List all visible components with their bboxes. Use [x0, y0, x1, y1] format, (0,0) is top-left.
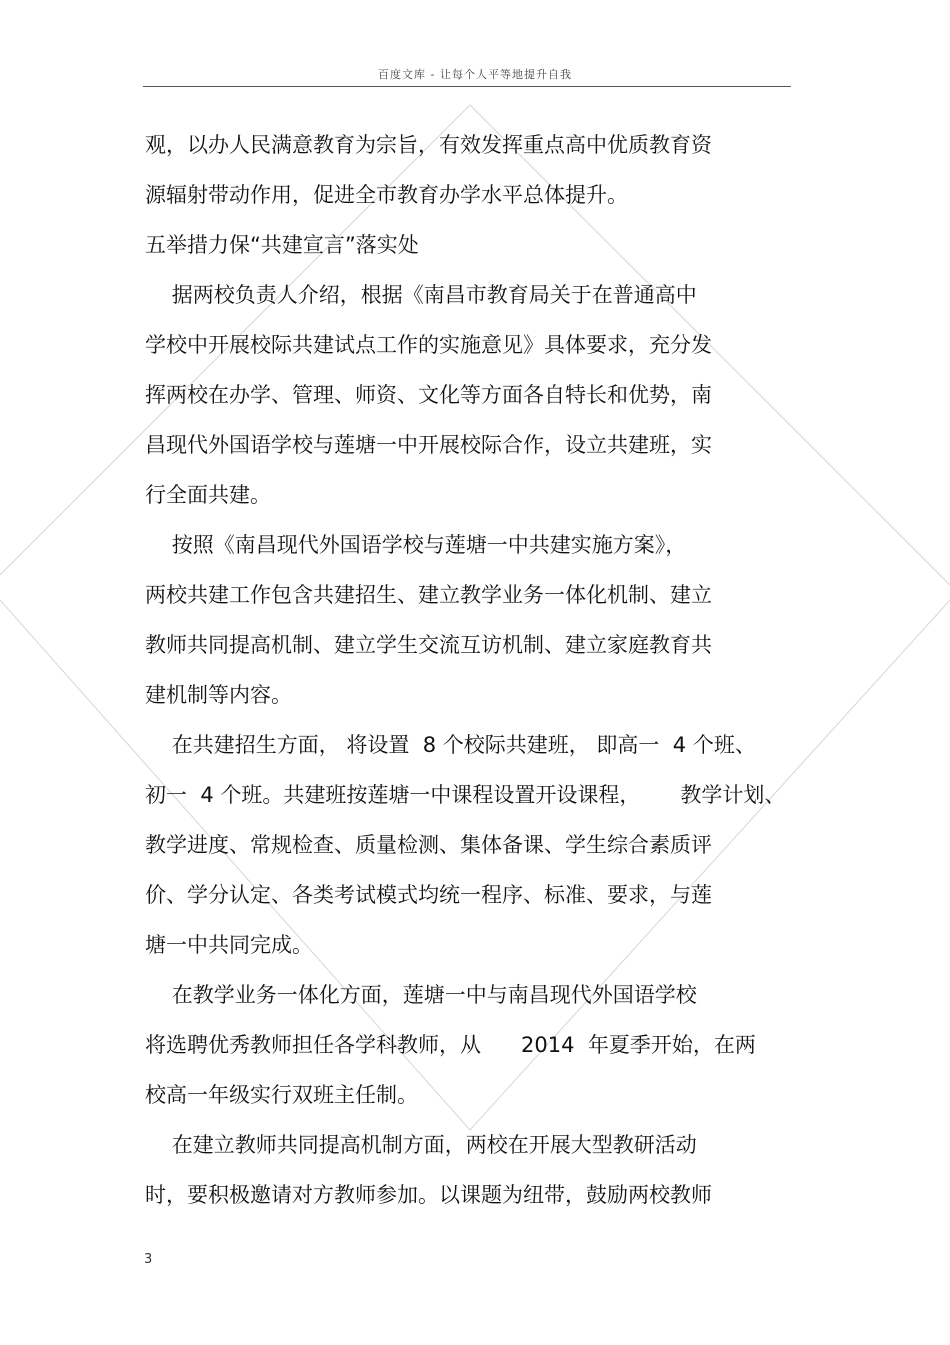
header-divider [143, 86, 791, 87]
text-line: 两校共建工作包含共建招生、建立教学业务一体化机制、建立 [145, 583, 712, 607]
text-line: 价、学分认定、各类考试模式均统一程序、标准、要求，与莲 [145, 883, 712, 907]
text-line: 在建立教师共同提高机制方面，两校在开展大型教研活动 [145, 1133, 697, 1157]
text-line: 时，要积极邀请对方教师参加。以课题为纽带，鼓励两校教师 [145, 1183, 712, 1207]
text-line: 在教学业务一体化方面，莲塘一中与南昌现代外国语学校 [145, 983, 697, 1007]
page-number: 3 [144, 1252, 153, 1267]
text-line: 教师共同提高机制、建立学生交流互访机制、建立家庭教育共 [145, 633, 712, 657]
text-line: 塘一中共同完成。 [145, 933, 313, 957]
text-line: 源辐射带动作用，促进全市教育办学水平总体提升。 [145, 183, 628, 207]
text-line: 挥两校在办学、管理、师资、文化等方面各自特长和优势，南 [145, 383, 712, 407]
text-line: 行全面共建。 [145, 483, 271, 507]
section-heading: 五举措力保“共建宣言”落实处 [145, 233, 419, 257]
text-line: 观，以办人民满意教育为宗旨，有效发挥重点高中优质教育资 [145, 133, 712, 157]
page-header: 百度文库 - 让每个人平等地提升自我 [378, 68, 572, 81]
text-line: 按照《南昌现代外国语学校与莲塘一中共建实施方案》， [145, 533, 687, 557]
text-line: 昌现代外国语学校与莲塘一中开展校际合作，设立共建班，实 [145, 433, 712, 457]
text-line: 教学进度、常规检查、质量检测、集体备课、学生综合素质评 [145, 833, 712, 857]
text-line: 建机制等内容。 [145, 683, 292, 707]
text-line: 学校中开展校际共建试点工作的实施意见》具体要求，充分发 [145, 333, 712, 357]
text-line: 将选聘优秀教师担任各学科教师，从 2014 年夏季开始，在两 [145, 1033, 756, 1057]
text-line: 初一 4 个班。共建班按莲塘一中课程设置开设课程， 教学计划、 [145, 783, 786, 807]
text-line: 在共建招生方面， 将设置 8 个校际共建班， 即高一 4 个班、 [145, 733, 756, 757]
text-line: 据两校负责人介绍，根据《南昌市教育局关于在普通高中 [145, 283, 697, 307]
text-line: 校高一年级实行双班主任制。 [145, 1083, 418, 1107]
